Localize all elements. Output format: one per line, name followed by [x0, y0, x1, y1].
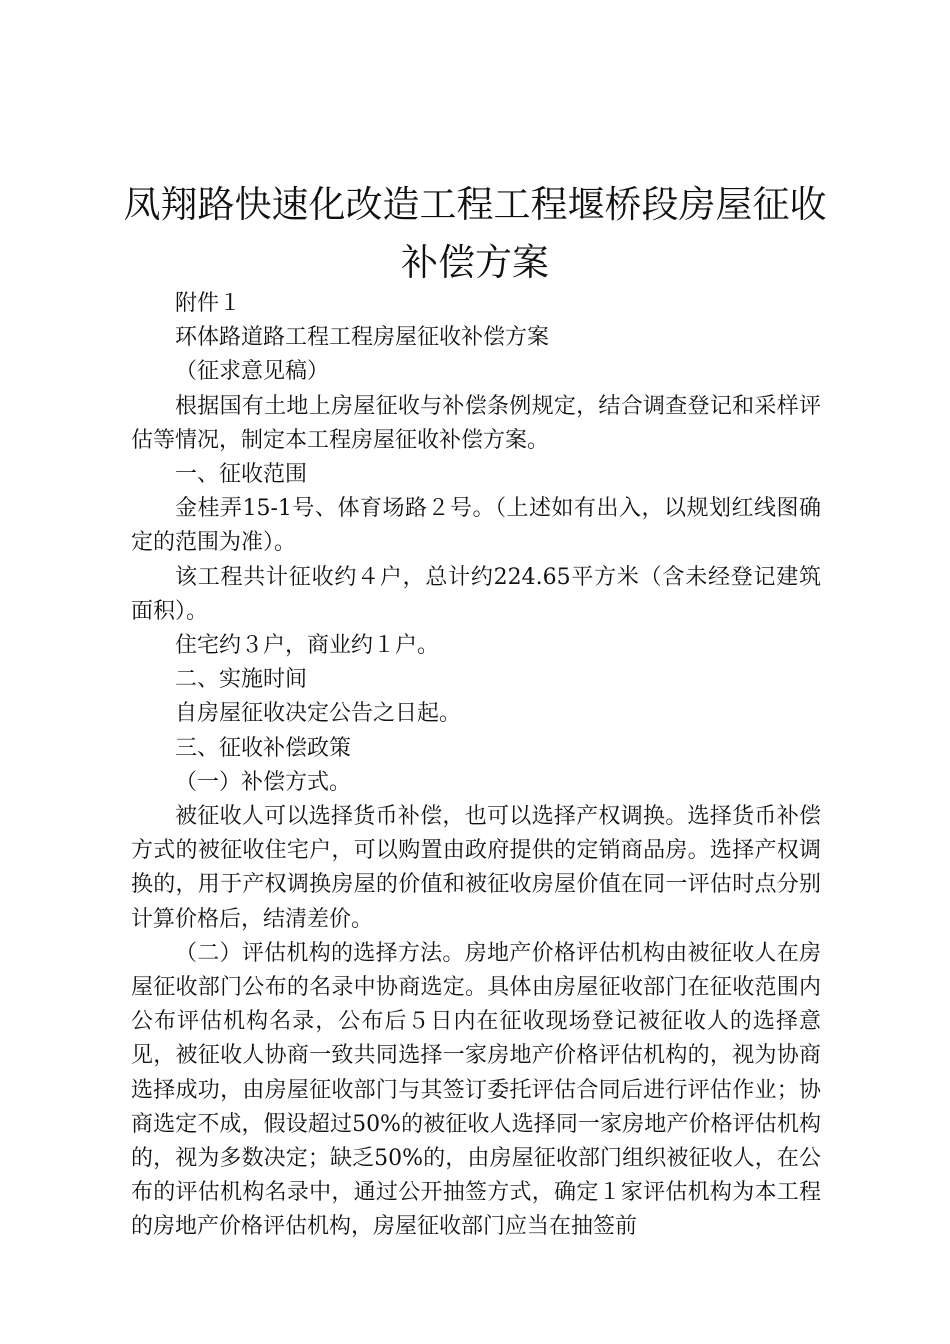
scope-paragraph: 金桂弄15-1号、体育场路２号。（上述如有出入，以规划红线图确定的范围为准）。: [131, 496, 821, 556]
section-heading-time: 二、实施时间: [175, 667, 308, 693]
appraisal-paragraph: （二）评估机构的选择方法。房地产价格评估机构由被征收人在房屋征收部门公布的名录中协商选定。具体由房屋征收部门在征收范围内公布评估机构名录，公布后５日内在征收现场登记被征收人的选择意见，被征收人协商一致共同选择一家房地产价格评估机构的，视为协商选择成功，由房屋征收部门与其签订委托评估合同后进行评估作业；协商选定不成，假设超过50%的被征收人选择同一家房地产价格评估机构的，视为多数决定；缺乏50%的，由房屋征收部门组织被征收人，在公布的评估机构名录中，通过公开抽签方式，确定１家评估机构为本工程的房地产价格评估机构，房屋征收部门应当在抽签前: [131, 940, 821, 1240]
total-paragraph: 该工程共计征收约４户，总计约224.65平方米（含未经登记建筑面积）。: [131, 564, 821, 624]
document-body: [131, 287, 821, 1245]
households-paragraph: 住宅约３户，商业约１户。: [175, 633, 440, 659]
document-title: 凤翔路快速化改造工程工程堰桥段房屋征收补偿方案: [123, 183, 827, 284]
time-paragraph: 自房屋征收决定公告之日起。: [175, 701, 462, 727]
intro-paragraph: 根据国有土地上房屋征收与补偿条例规定，结合调查登记和采样评估等情况，制定本工程房屋征收补偿方案。: [131, 393, 821, 453]
attachment-label: 附件１: [175, 291, 242, 316]
section-heading-policy: 三、征收补偿政策: [175, 735, 352, 761]
subtitle: 环体路道路工程工程房屋征收补偿方案: [175, 325, 550, 351]
method-paragraph: 被征收人可以选择货币补偿，也可以选择产权调换。选择货币补偿方式的被征收住宅户，可以购置由政府提供的定销商品房。选择产权调换的，用于产权调换房屋的价值和被征收房屋价值在同一评估时点分别计算价格后，结清差价。: [131, 804, 821, 932]
draft-note: （征求意见稿）: [175, 359, 330, 385]
section-heading-scope: 一、征收范围: [175, 462, 308, 488]
subheading-method: （一）补偿方式。: [175, 769, 352, 795]
